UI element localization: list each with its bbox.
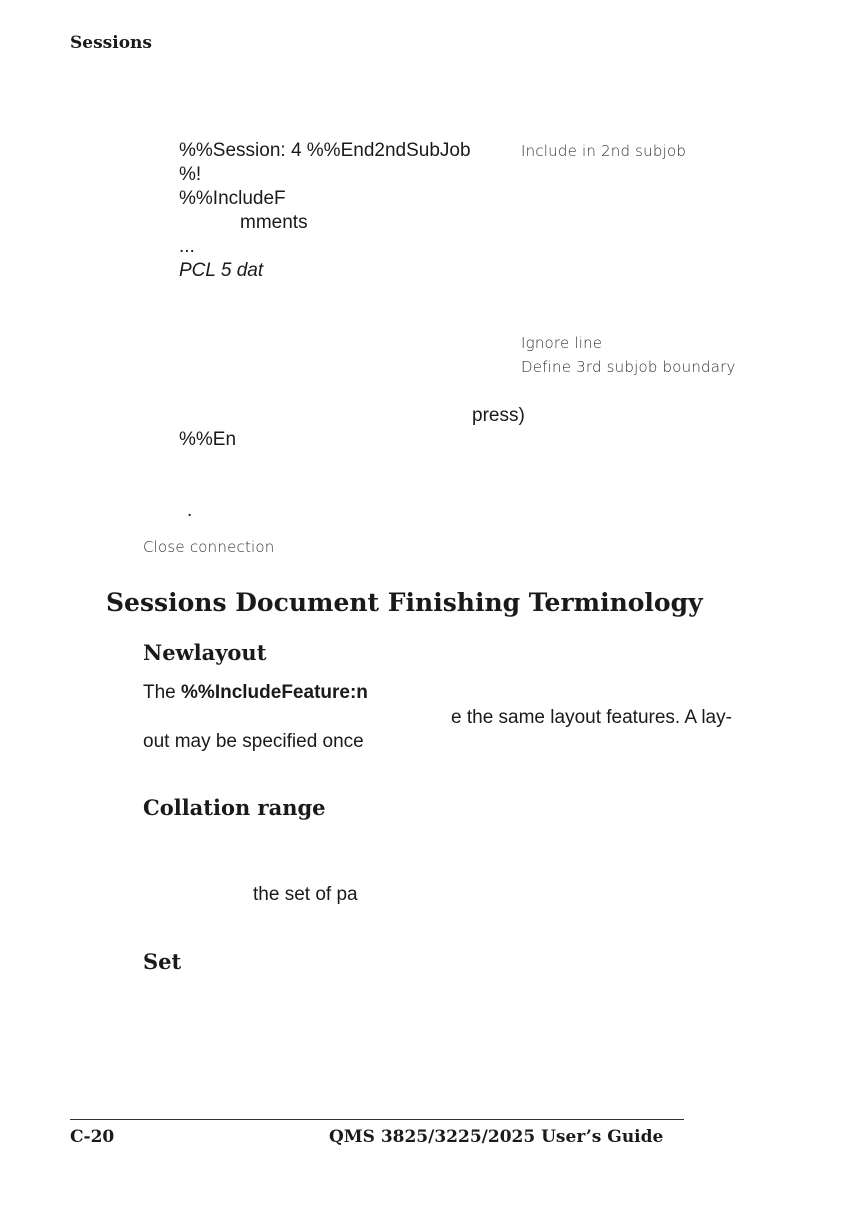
section-title: Sessions Document Finishing Terminology <box>106 588 703 617</box>
code-line: PCL 5 dat <box>179 260 264 281</box>
book-title: QMS 3825/3225/2025 User’s Guide <box>329 1127 664 1147</box>
code-line: %! <box>179 164 202 185</box>
code-term: %%IncludeFeature:n <box>181 682 368 703</box>
annotation: Include in 2nd subjob <box>521 142 687 160</box>
subsection-heading: Collation range <box>143 795 326 820</box>
paragraph-line: out may be specified once <box>143 731 364 752</box>
code-line: mments <box>240 212 308 233</box>
page-number: C-20 <box>70 1127 115 1147</box>
footer-rule <box>70 1119 684 1120</box>
running-header: Sessions <box>70 33 152 53</box>
subsection-heading: Set <box>143 949 182 974</box>
code-line: ... <box>179 236 195 257</box>
paragraph-line <box>143 682 368 704</box>
subsection-heading: Newlayout <box>143 640 267 665</box>
annotation: Close connection <box>143 538 275 556</box>
code-line: %%Session: 4 %%End2ndSubJob <box>179 140 471 161</box>
paragraph-line: the set of pa <box>253 884 358 905</box>
text-span: The <box>143 682 182 703</box>
paragraph-line: e the same layout features. A lay- <box>451 707 732 728</box>
code-line: %%IncludeF <box>179 188 286 209</box>
code-line: press) <box>472 405 525 426</box>
annotation: Ignore line <box>521 334 603 352</box>
code-line: %%En <box>179 429 237 450</box>
annotation: Define 3rd subjob boundary <box>521 358 736 376</box>
code-line: . <box>187 500 193 521</box>
